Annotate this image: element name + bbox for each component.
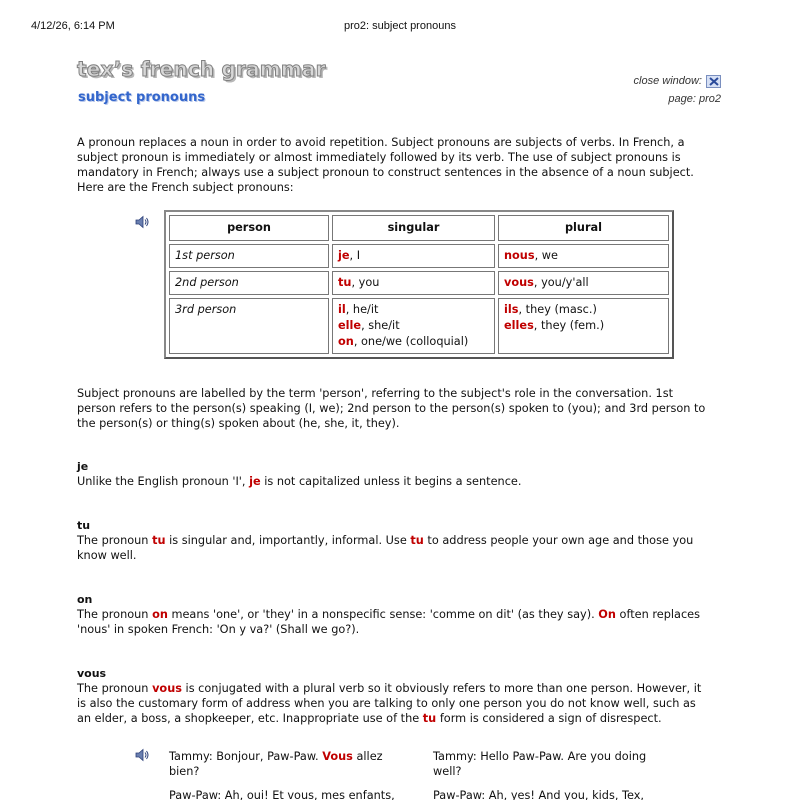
pronoun-table xyxy=(164,210,674,359)
close-window-row xyxy=(634,72,721,90)
print-page-title: pro2: subject pronouns xyxy=(344,20,456,32)
table-row xyxy=(169,244,669,268)
table-row xyxy=(169,271,669,295)
section-text-on xyxy=(77,607,709,637)
print-date: 4/12/26, 6:14 PM xyxy=(31,20,115,32)
dialogue-french-line xyxy=(169,749,399,779)
close-window-button[interactable] xyxy=(706,75,721,88)
french-pronoun: nous xyxy=(504,249,535,262)
intro-paragraph: A pronoun replaces a noun in order to avoid repetition. Subject pronouns are subjects of verbs. In French, a subject pronoun is immediately or almost immediately followed by its verb. The use of subject pronouns is mandatory in French; always use a subject pronoun to construct sentences in the absence of a noun subject. Here are the French subject pronouns: xyxy=(77,136,694,194)
dialogue-french-line: Paw-Paw: Ah, oui! Et vous, mes enfants, xyxy=(169,789,395,800)
close-x-icon xyxy=(709,77,719,86)
section-text-vous xyxy=(77,681,709,726)
plural-cell xyxy=(498,271,669,295)
french-pronoun: tu xyxy=(410,534,424,547)
french-pronoun: On xyxy=(598,608,616,621)
speaker-icon[interactable] xyxy=(135,215,149,229)
text-run: Unlike the English pronoun 'I', xyxy=(77,475,250,488)
french-pronoun: je xyxy=(249,475,261,488)
french-pronoun: tu xyxy=(338,276,352,289)
person-cell: 3rd person xyxy=(169,298,329,354)
section-heading-tu: tu xyxy=(77,519,91,532)
site-logo[interactable]: tex’s french grammar xyxy=(77,57,326,81)
text-run: is conjugated with a plural verb so it obviously refers to more than one person. However, it is also the customary form of address when you are talking to only one person you do not know well, such as an elder, a boss, a shopkeeper, etc. Inappropriate use of the xyxy=(77,682,702,725)
french-pronoun: je xyxy=(338,249,350,262)
text-run: is not capitalized unless it begins a sentence. xyxy=(260,475,522,488)
text-run: allez bien? xyxy=(169,750,383,778)
french-pronoun: Vous xyxy=(322,750,353,763)
column-header: plural xyxy=(498,215,669,241)
page-nav xyxy=(634,72,721,108)
text-run: often replaces 'nous' in spoken French: 'On y va?' (Shall we go?). xyxy=(77,608,700,636)
person-paragraph: Subject pronouns are labelled by the term 'person', referring to the subject's role in the conversation. 1st person refers to the person(s) speaking (I, we); 2nd person to the person(s) spoken to (you); and 3rd person to the person(s) or thing(s) spoken about (he, she, it, they). xyxy=(77,387,706,430)
person-cell: 2nd person xyxy=(169,271,329,295)
text-run: The pronoun xyxy=(77,682,153,695)
english-gloss: , I xyxy=(349,249,361,262)
french-pronoun: elles xyxy=(504,319,534,332)
dialogue-english-line: Tammy: Hello Paw-Paw. Are you doing well? xyxy=(433,750,647,778)
english-gloss: , she/it xyxy=(361,319,400,332)
column-header: singular xyxy=(332,215,495,241)
close-window-label: close window: xyxy=(633,75,702,87)
table-header-row xyxy=(169,215,669,241)
text-run: The pronoun xyxy=(77,534,153,547)
page-subtitle: subject pronouns xyxy=(78,90,206,105)
plural-cell xyxy=(498,298,669,354)
section-heading-je: je xyxy=(77,460,89,473)
english-gloss: , you xyxy=(351,276,380,289)
french-pronoun: ils xyxy=(504,303,519,316)
singular-cell xyxy=(332,271,495,295)
french-pronoun: vous xyxy=(152,682,182,695)
french-pronoun: vous xyxy=(504,276,534,289)
column-header: person xyxy=(169,215,329,241)
french-pronoun: elle xyxy=(338,319,362,332)
english-gloss: , they (masc.) xyxy=(518,303,597,316)
dialogue-english-line: Paw-Paw: Ah, yes! And you, kids, Tex, xyxy=(433,789,645,800)
french-pronoun: tu xyxy=(152,534,166,547)
french-pronoun: tu xyxy=(422,712,437,725)
text-run: Tammy: Bonjour, Paw-Paw. xyxy=(169,750,323,763)
english-gloss: , he/it xyxy=(345,303,379,316)
section-heading-on: on xyxy=(77,593,93,606)
singular-cell xyxy=(332,298,495,354)
person-cell: 1st person xyxy=(169,244,329,268)
french-pronoun: on xyxy=(338,335,354,348)
text-run: form is considered a sign of disrespect. xyxy=(436,712,662,725)
singular-cell xyxy=(332,244,495,268)
plural-cell xyxy=(498,244,669,268)
print-header xyxy=(0,19,800,33)
speaker-icon[interactable] xyxy=(135,748,149,762)
french-pronoun: on xyxy=(152,608,168,621)
section-text-tu xyxy=(77,533,709,563)
text-run: is singular and, importantly, informal. Use xyxy=(165,534,411,547)
table-row xyxy=(169,298,669,354)
text-run: means 'one', or 'they' in a nonspecific sense: 'comme on dit' (as they say). xyxy=(167,608,599,621)
english-gloss: , you/y'all xyxy=(533,276,589,289)
english-gloss: , we xyxy=(534,249,558,262)
section-text-je xyxy=(77,474,709,489)
english-gloss: , they (fem.) xyxy=(533,319,605,332)
text-run: to address people your own age and those you know well. xyxy=(77,534,694,562)
english-gloss: , one/we (colloquial) xyxy=(353,335,469,348)
section-heading-vous: vous xyxy=(77,667,107,680)
page-id-label: page: pro2 xyxy=(668,93,721,105)
text-run: The pronoun xyxy=(77,608,153,621)
french-pronoun: il xyxy=(338,303,346,316)
